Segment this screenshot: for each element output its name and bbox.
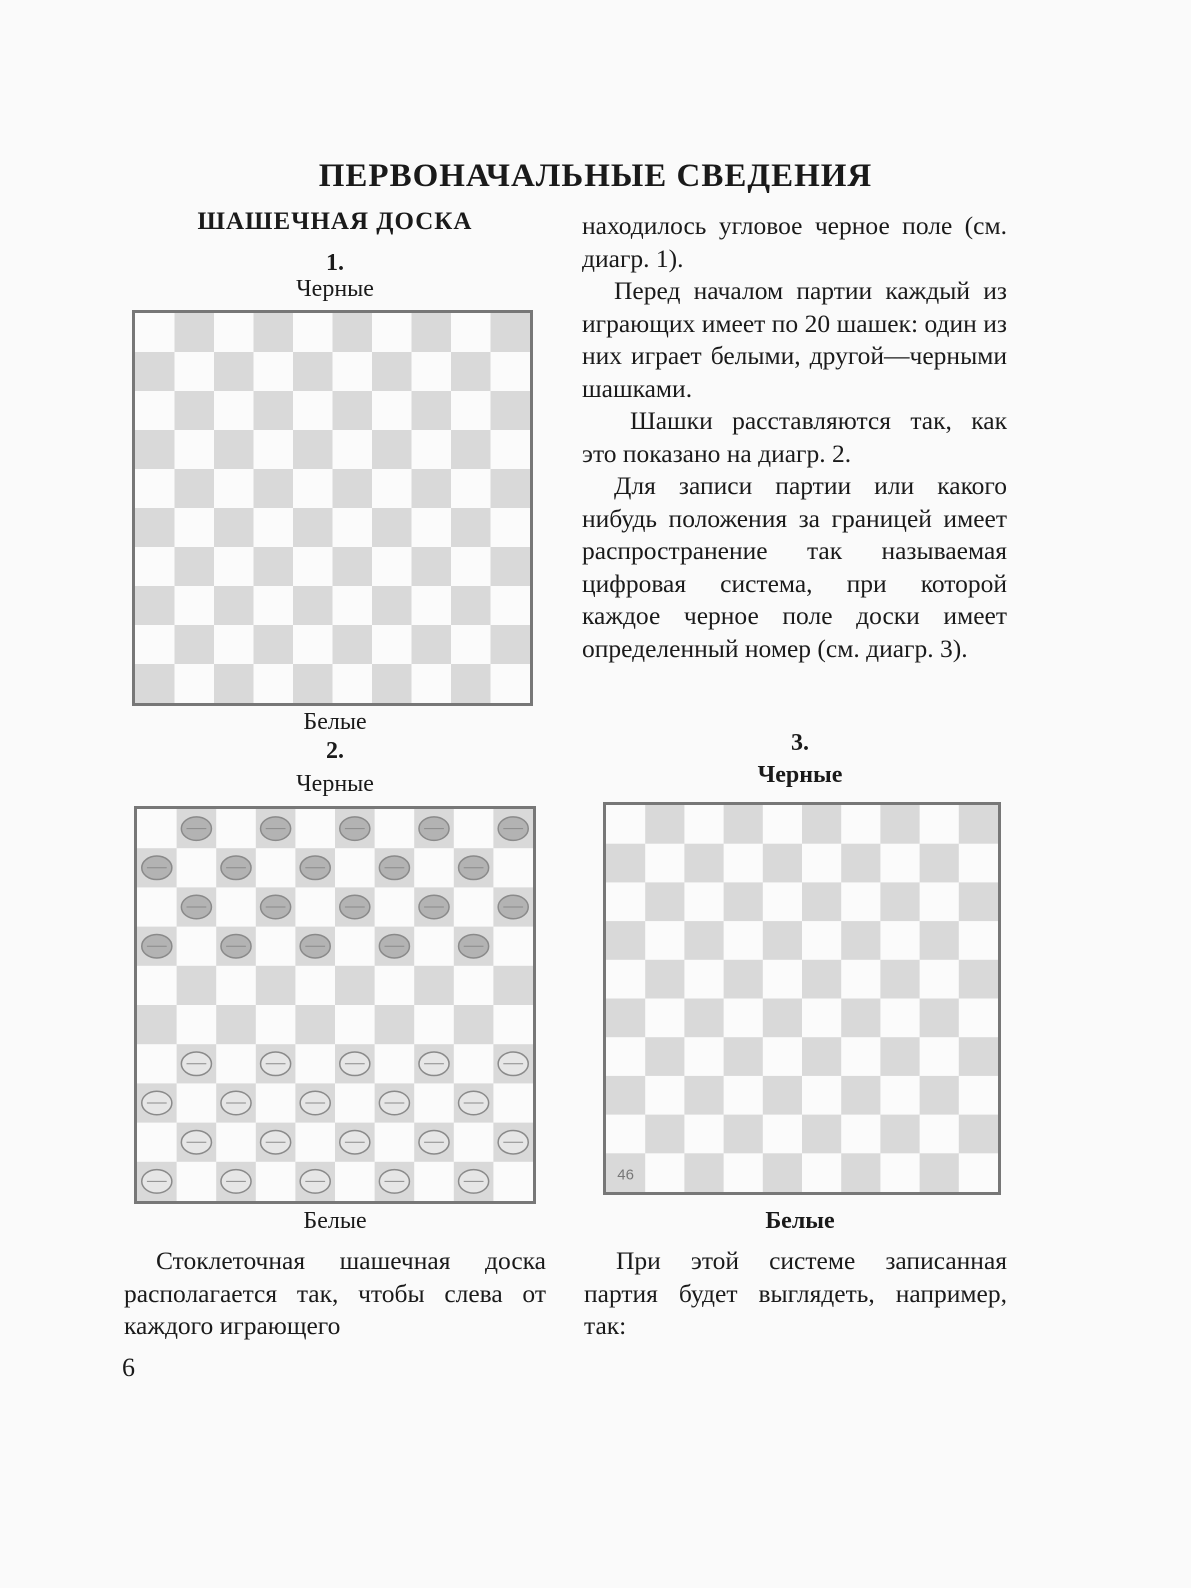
light-square (135, 547, 175, 587)
light-square (493, 1083, 533, 1123)
light-square (137, 887, 177, 927)
light-square (256, 1005, 296, 1045)
light-square (293, 625, 333, 665)
page-title: ПЕРВОНАЧАЛЬНЫЕ СВЕДЕНИЯ (318, 158, 873, 194)
light-square (451, 391, 491, 431)
dark-square (214, 508, 254, 548)
diagram-3-board (603, 802, 1001, 1195)
light-square (216, 1123, 256, 1163)
dark-square (802, 960, 842, 999)
light-square (375, 966, 415, 1006)
dark-square (254, 313, 294, 353)
light-square (137, 809, 177, 849)
dark-square (841, 921, 881, 960)
light-square (684, 960, 724, 999)
light-square (724, 1076, 764, 1115)
light-square (920, 882, 960, 921)
light-square (959, 921, 998, 960)
page-number: 6 (122, 1353, 135, 1382)
light-square (684, 805, 724, 844)
light-square (333, 586, 373, 626)
light-square (372, 391, 412, 431)
dark-square (333, 625, 373, 665)
diagram-2-grid (137, 809, 533, 1201)
light-square (414, 927, 454, 967)
light-square (763, 1037, 803, 1076)
paragraph: При этой системе записанная партия будет выглядеть, например, так: (584, 1246, 1007, 1340)
light-square (920, 805, 960, 844)
diagram-3-number: 3. (791, 730, 809, 756)
light-square (214, 547, 254, 587)
light-square (493, 927, 533, 967)
light-square (293, 547, 333, 587)
diagram-3-grid (606, 805, 998, 1192)
dark-square (724, 882, 764, 921)
light-square (335, 1162, 375, 1201)
dark-square (451, 430, 491, 470)
light-square (763, 805, 803, 844)
light-square (175, 664, 215, 703)
light-square (372, 547, 412, 587)
light-square (606, 1037, 646, 1076)
dark-square (920, 844, 960, 883)
dark-square (135, 430, 175, 470)
light-square (177, 1083, 217, 1123)
light-square (375, 1044, 415, 1084)
dark-square (333, 313, 373, 353)
light-square (493, 1005, 533, 1045)
dark-square (216, 1005, 256, 1045)
dark-square (372, 430, 412, 470)
dark-square (684, 999, 724, 1038)
light-square (177, 1162, 217, 1201)
light-square (491, 352, 531, 392)
right-column-text (582, 210, 1007, 665)
light-square (214, 313, 254, 353)
light-square (802, 1153, 842, 1192)
dark-square (293, 586, 333, 626)
light-square (491, 430, 531, 470)
dark-square (333, 469, 373, 509)
light-square (175, 430, 215, 470)
diagram-1-top-label: Черные (296, 276, 374, 302)
dark-square (175, 391, 215, 431)
light-square (375, 1123, 415, 1163)
light-square (959, 999, 998, 1038)
dark-square (880, 805, 920, 844)
light-square (724, 999, 764, 1038)
light-square (214, 469, 254, 509)
dark-square (645, 805, 685, 844)
dark-square (335, 966, 375, 1006)
light-square (451, 313, 491, 353)
dark-square (412, 313, 452, 353)
left-bottom-text (124, 1245, 546, 1343)
light-square (135, 313, 175, 353)
light-square (802, 844, 842, 883)
paragraph: находилось угловое черное поле (см. диагр. 1). (582, 211, 1007, 273)
light-square (333, 508, 373, 548)
dark-square (491, 391, 531, 431)
light-square (724, 1153, 764, 1192)
dark-square (451, 352, 491, 392)
light-square (493, 1162, 533, 1201)
light-square (335, 1083, 375, 1123)
dark-square (412, 547, 452, 587)
dark-square (214, 586, 254, 626)
dark-square (137, 1005, 177, 1045)
dark-square (372, 664, 412, 703)
dark-square (763, 921, 803, 960)
dark-square (606, 999, 646, 1038)
light-square (137, 966, 177, 1006)
dark-square (214, 430, 254, 470)
dark-square (293, 352, 333, 392)
light-square (177, 848, 217, 888)
light-square (802, 1076, 842, 1115)
dark-square (175, 313, 215, 353)
light-square (763, 882, 803, 921)
diagram-1-bottom-label: Белые (303, 709, 367, 735)
dark-square (920, 1153, 960, 1192)
light-square (451, 625, 491, 665)
light-square (254, 664, 294, 703)
dark-square (802, 805, 842, 844)
dark-square (491, 469, 531, 509)
dark-square (175, 469, 215, 509)
dark-square (724, 1037, 764, 1076)
light-square (959, 844, 998, 883)
dark-square (214, 352, 254, 392)
light-square (684, 1115, 724, 1154)
light-square (451, 469, 491, 509)
light-square (454, 1044, 494, 1084)
light-square (375, 809, 415, 849)
dark-square (254, 625, 294, 665)
dark-square (175, 625, 215, 665)
light-square (293, 313, 333, 353)
dark-square (684, 1153, 724, 1192)
diagram-2-bottom-label: Белые (303, 1208, 367, 1234)
light-square (214, 625, 254, 665)
dark-square (763, 999, 803, 1038)
dark-square (293, 430, 333, 470)
dark-square (214, 664, 254, 703)
light-square (684, 882, 724, 921)
dark-square (645, 882, 685, 921)
dark-square (959, 1037, 998, 1076)
light-square (335, 927, 375, 967)
light-square (412, 664, 452, 703)
light-square (724, 844, 764, 883)
light-square (841, 882, 881, 921)
dark-square (412, 391, 452, 431)
light-square (645, 844, 685, 883)
dark-square (256, 966, 296, 1006)
dark-square (841, 1153, 881, 1192)
light-square (802, 921, 842, 960)
light-square (137, 1123, 177, 1163)
dark-square (959, 882, 998, 921)
light-square (606, 1115, 646, 1154)
diagram-1-number: 1. (326, 250, 344, 276)
dark-square (451, 508, 491, 548)
light-square (454, 887, 494, 927)
light-square (412, 352, 452, 392)
light-square (372, 313, 412, 353)
dark-square (254, 469, 294, 509)
dark-square (880, 1115, 920, 1154)
light-square (412, 508, 452, 548)
dark-square (802, 1037, 842, 1076)
light-square (920, 1037, 960, 1076)
diagram-2-board (134, 806, 536, 1204)
dark-square (295, 1005, 335, 1045)
light-square (137, 1044, 177, 1084)
dark-square (254, 547, 294, 587)
dark-square (763, 844, 803, 883)
light-square (606, 960, 646, 999)
light-square (412, 586, 452, 626)
light-square (412, 430, 452, 470)
diagram-1-grid (135, 313, 530, 703)
light-square (880, 1076, 920, 1115)
light-square (414, 848, 454, 888)
dark-square (375, 1005, 415, 1045)
light-square (256, 1083, 296, 1123)
dark-square (802, 1115, 842, 1154)
light-square (216, 1044, 256, 1084)
light-square (491, 586, 531, 626)
dark-square (645, 960, 685, 999)
light-square (606, 882, 646, 921)
light-square (880, 921, 920, 960)
dark-square (959, 1115, 998, 1154)
light-square (256, 848, 296, 888)
light-square (175, 352, 215, 392)
section-title: ШАШЕЧНАЯ ДОСКА (197, 208, 473, 235)
light-square (959, 1076, 998, 1115)
paragraph: Шашки расставляются так, как это показано на диагр. 2. (582, 406, 1007, 468)
dark-square (606, 921, 646, 960)
dark-square (606, 1076, 646, 1115)
light-square (920, 1115, 960, 1154)
dark-square (724, 960, 764, 999)
dark-square (684, 1076, 724, 1115)
light-square (295, 1044, 335, 1084)
light-square (216, 887, 256, 927)
light-square (454, 966, 494, 1006)
light-square (606, 805, 646, 844)
dark-square (293, 508, 333, 548)
dark-square (414, 966, 454, 1006)
light-square (841, 1037, 881, 1076)
light-square (335, 1005, 375, 1045)
dark-square (606, 844, 646, 883)
dark-square (920, 1076, 960, 1115)
dark-square (372, 586, 412, 626)
light-square (684, 1037, 724, 1076)
light-square (333, 352, 373, 392)
light-square (135, 625, 175, 665)
light-square (880, 1153, 920, 1192)
light-square (216, 809, 256, 849)
light-square (293, 391, 333, 431)
light-square (175, 508, 215, 548)
light-square (454, 809, 494, 849)
dark-square (293, 664, 333, 703)
dark-square (841, 1076, 881, 1115)
light-square (841, 805, 881, 844)
dark-square (135, 664, 175, 703)
dark-square (880, 882, 920, 921)
light-square (372, 625, 412, 665)
light-square (841, 1115, 881, 1154)
dark-square (802, 882, 842, 921)
light-square (645, 1153, 685, 1192)
light-square (645, 999, 685, 1038)
dark-square (254, 391, 294, 431)
dark-square (959, 960, 998, 999)
light-square (763, 960, 803, 999)
dark-square (920, 921, 960, 960)
light-square (254, 352, 294, 392)
dark-square (372, 508, 412, 548)
light-square (372, 469, 412, 509)
light-square (135, 391, 175, 431)
light-square (175, 586, 215, 626)
light-square (802, 999, 842, 1038)
light-square (333, 664, 373, 703)
light-square (295, 1123, 335, 1163)
paragraph: Перед началом партии каждый из играющих имеет по 20 шашек: один из них играет белыми, другой—черными шашками. (582, 276, 1007, 403)
light-square (254, 586, 294, 626)
dark-square (333, 391, 373, 431)
light-square (295, 887, 335, 927)
dark-square (880, 1037, 920, 1076)
dark-square (412, 625, 452, 665)
dark-square (684, 921, 724, 960)
dark-square (920, 999, 960, 1038)
light-square (451, 547, 491, 587)
dark-square (491, 625, 531, 665)
dark-square (177, 966, 217, 1006)
light-square (256, 927, 296, 967)
light-square (254, 508, 294, 548)
light-square (293, 469, 333, 509)
diagram-3-bottom-label: Белые (765, 1208, 835, 1234)
light-square (216, 966, 256, 1006)
light-square (375, 887, 415, 927)
light-square (414, 1083, 454, 1123)
diagram-2-number: 2. (326, 738, 344, 764)
light-square (493, 848, 533, 888)
light-square (763, 1115, 803, 1154)
dark-square (763, 1076, 803, 1115)
dark-square (135, 586, 175, 626)
square-number: 46 (617, 1166, 634, 1184)
dark-square (451, 586, 491, 626)
light-square (214, 391, 254, 431)
paragraph: Для записи партии или какого нибудь положения за границей имеет распространение так называемая цифровая система, при которой каждое черное поле доски имеет определенный номер (см. диагр. 3). (582, 471, 1007, 663)
dark-square (645, 1037, 685, 1076)
dark-square (684, 844, 724, 883)
light-square (454, 1123, 494, 1163)
dark-square (175, 547, 215, 587)
light-square (295, 966, 335, 1006)
light-square (491, 664, 531, 703)
light-square (724, 921, 764, 960)
light-square (920, 960, 960, 999)
light-square (335, 848, 375, 888)
light-square (177, 1005, 217, 1045)
dark-square (454, 1005, 494, 1045)
dark-square (491, 313, 531, 353)
dark-square (333, 547, 373, 587)
light-square (959, 1153, 998, 1192)
dark-square (724, 805, 764, 844)
dark-square (724, 1115, 764, 1154)
dark-square (493, 966, 533, 1006)
light-square (645, 1076, 685, 1115)
light-square (333, 430, 373, 470)
dark-square (841, 844, 881, 883)
light-square (256, 1162, 296, 1201)
light-square (880, 844, 920, 883)
dark-square (372, 352, 412, 392)
dark-square (880, 960, 920, 999)
dark-square (645, 1115, 685, 1154)
dark-square (491, 547, 531, 587)
light-square (880, 999, 920, 1038)
paragraph: Стоклеточная шашечная доска располагается так, чтобы слева от каждого играющего (124, 1246, 546, 1340)
light-square (414, 1162, 454, 1201)
dark-square (763, 1153, 803, 1192)
light-square (135, 469, 175, 509)
dark-square (959, 805, 998, 844)
dark-square (841, 999, 881, 1038)
diagram-3-top-label: Черные (757, 762, 843, 788)
light-square (645, 921, 685, 960)
light-square (414, 1005, 454, 1045)
light-square (491, 508, 531, 548)
right-bottom-text (584, 1245, 1007, 1343)
diagram-1-board (132, 310, 533, 706)
dark-square (135, 352, 175, 392)
dark-square (451, 664, 491, 703)
dark-square (135, 508, 175, 548)
dark-square (412, 469, 452, 509)
light-square (295, 809, 335, 849)
light-square (841, 960, 881, 999)
light-square (177, 927, 217, 967)
diagram-2-top-label: Черные (296, 771, 374, 797)
light-square (254, 430, 294, 470)
